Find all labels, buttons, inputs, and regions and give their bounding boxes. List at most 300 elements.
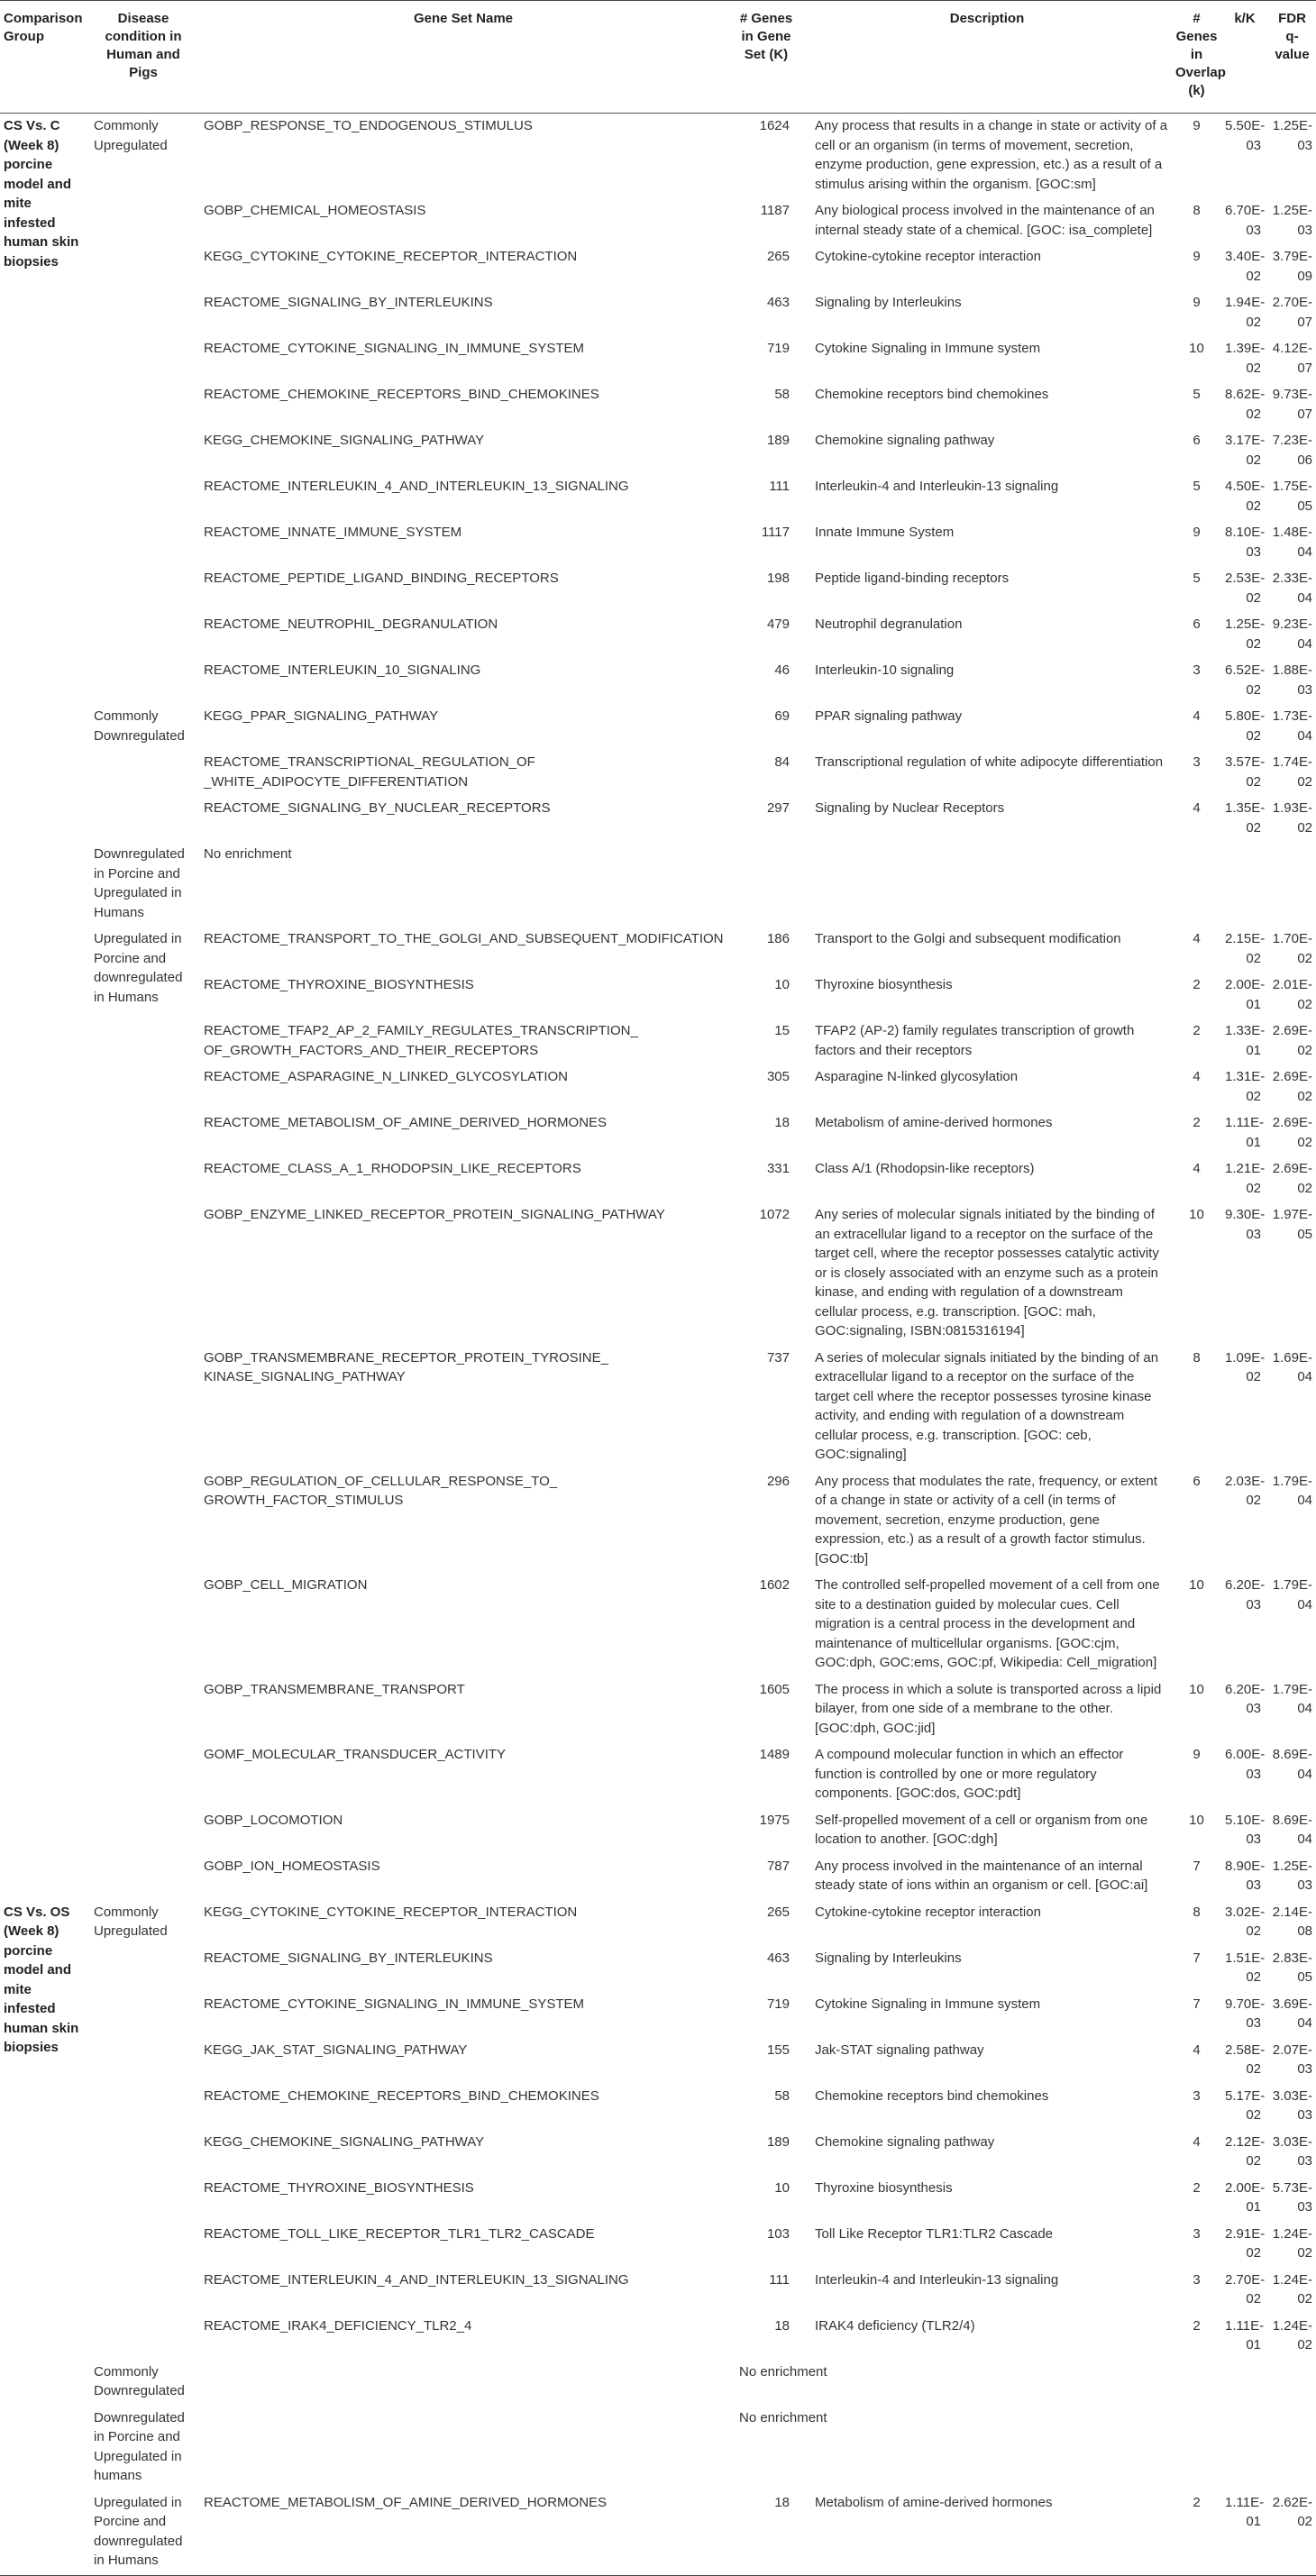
- description-cell: Transcriptional regulation of white adipocyte differentiation: [815, 754, 1164, 770]
- k-ratio-cell: 5.17E-02: [1225, 2087, 1266, 2123]
- genes-in-set-cell: 297: [766, 800, 790, 816]
- description-cell: Any process involved in the maintenance of an internal steady state of ions within an organism or cell. [GOC:ai]: [815, 1858, 1148, 1893]
- header-fdr: FDR q-value: [1268, 1, 1316, 114]
- genes-in-overlap-cell: 2: [1193, 1115, 1201, 1130]
- fdr-cell: 4.12E-07: [1272, 341, 1312, 376]
- genes-in-overlap-cell: 4: [1193, 931, 1201, 946]
- genes-in-set-cell: 58: [774, 387, 790, 402]
- description-cell: Peptide ligand-binding receptors: [815, 571, 1010, 586]
- fdr-cell: 2.69E-02: [1272, 1115, 1312, 1150]
- k-ratio-cell: 1.11E-01: [1221, 2490, 1268, 2576]
- header-genes-in-set: # Genes in Gene Set (K): [730, 1, 802, 114]
- genes-in-set-cell: 46: [774, 662, 790, 678]
- description-cell: Cytokine-cytokine receptor interaction: [815, 1904, 1041, 1920]
- description-cell: Any series of molecular signals initiated by the binding of an extracellular ligand to a receptor on the surface of the target cell, where the receptor possesses catalytic activity or is closely associated with an enzyme such as a protein kinase, and ending with regulation of a downstream cellular process, e.g. transcription. [GOC: mah, GOC:signaling, ISBN:0815316194]: [815, 1207, 1159, 1338]
- fdr-cell: 1.25E-03: [1272, 203, 1312, 238]
- fdr-cell: 2.07E-03: [1272, 2042, 1312, 2077]
- genes-in-set-cell: 1072: [759, 1207, 790, 1222]
- fdr-cell: 1.97E-05: [1272, 1207, 1312, 1242]
- table-row: [0, 520, 1316, 566]
- gene-set-name-cell: REACTOME_METABOLISM_OF_AMINE_DERIVED_HORMONES: [204, 1115, 608, 1130]
- gene-set-name-cell: GOBP_TRANSMEMBRANE_RECEPTOR_PROTEIN_TYROSINE_ KINASE_SIGNALING_PATHWAY: [204, 1349, 608, 1384]
- fdr-cell: 1.70E-02: [1272, 931, 1312, 966]
- table-header: [0, 1, 1316, 114]
- table-row: [0, 842, 1316, 927]
- comparison-group-cell: CS Vs. OS (Week 8) porcine model and mite infested human skin biopsies: [0, 1900, 90, 2576]
- k-ratio-cell: 1.11E-01: [1225, 2317, 1265, 2352]
- genes-in-set-cell: 265: [766, 249, 790, 264]
- description-cell: Signaling by Interleukins: [815, 295, 962, 310]
- gene-set-name-cell: REACTOME_CLASS_A_1_RHODOPSIN_LIKE_RECEPTORS: [204, 1161, 581, 1176]
- fdr-cell: 1.79E-04: [1272, 1681, 1312, 1716]
- genes-in-set-cell: 155: [766, 2042, 790, 2058]
- genes-in-overlap-cell: 2: [1193, 2317, 1201, 2334]
- table-row: [0, 428, 1316, 474]
- k-ratio-cell: 1.25E-02: [1225, 617, 1266, 652]
- k-ratio-cell: 8.10E-03: [1225, 525, 1266, 560]
- fdr-cell: 1.74E-02: [1272, 754, 1312, 790]
- disease-condition-cell: Upregulated in Porcine and downregulated in Humans: [94, 931, 183, 1005]
- fdr-cell: 2.69E-02: [1272, 1069, 1312, 1104]
- description-cell: Class A/1 (Rhodopsin-like receptors): [815, 1161, 1035, 1176]
- genes-in-set-cell: 719: [766, 341, 790, 356]
- fdr-cell: 1.93E-02: [1272, 800, 1312, 836]
- table-row: [0, 1064, 1316, 1110]
- genes-in-overlap-cell: 8: [1193, 1349, 1201, 1366]
- genes-in-overlap-cell: 3: [1193, 2225, 1201, 2242]
- fdr-cell: 3.03E-03: [1272, 2133, 1312, 2169]
- comparison-group-cell: CS Vs. C (Week 8) porcine model and mite infested human skin biopsies: [4, 118, 79, 269]
- gene-set-name-cell: GOBP_RESPONSE_TO_ENDOGENOUS_STIMULUS: [204, 118, 533, 133]
- genes-in-overlap-cell: 4: [1193, 1069, 1201, 1084]
- table-row: [0, 2038, 1316, 2084]
- fdr-cell: 2.70E-07: [1272, 295, 1312, 330]
- description-cell: The controlled self-propelled movement of a cell from one site to a destination guided by molecular cues. Cell migration is a central process in the development and maintenance of multicellular organisms. [GOC:cjm, GOC:dph, GOC:ems, GOC:pf, Wikipedia: Cell_migration]: [815, 1577, 1160, 1670]
- table-row: [0, 336, 1316, 382]
- genes-in-set-cell: 189: [766, 433, 790, 448]
- k-ratio-cell: 6.20E-03: [1225, 1681, 1266, 1716]
- genes-in-set-cell: 186: [766, 931, 790, 946]
- fdr-cell: 2.69E-02: [1272, 1023, 1312, 1058]
- description-cell: TFAP2 (AP-2) family regulates transcription of growth factors and their receptors: [815, 1023, 1135, 1058]
- genes-in-overlap-cell: 6: [1193, 433, 1201, 448]
- table-row: [0, 704, 1316, 750]
- description-cell: PPAR signaling pathway: [815, 708, 963, 724]
- k-ratio-cell: 2.15E-02: [1225, 931, 1266, 966]
- genes-in-set-cell: 787: [766, 1858, 790, 1874]
- genes-in-set-cell: 1605: [759, 1681, 790, 1697]
- table-row: [0, 1742, 1316, 1808]
- genes-in-set-cell: 18: [730, 2490, 802, 2576]
- table-row: [0, 2360, 1316, 2406]
- k-ratio-cell: 9.70E-03: [1225, 1996, 1266, 2031]
- k-ratio-cell: 2.91E-02: [1225, 2225, 1266, 2261]
- description-cell: Self-propelled movement of a cell or organism from one location to another. [GOC:dgh]: [815, 1812, 1148, 1847]
- table-row: [0, 290, 1316, 336]
- genes-in-overlap-cell: 2: [1193, 1023, 1201, 1038]
- k-ratio-cell: 2.03E-02: [1225, 1473, 1266, 1508]
- table-row: [0, 114, 1316, 199]
- table-row: [0, 2314, 1316, 2360]
- description-cell: Chemokine signaling pathway: [815, 433, 995, 448]
- genes-in-set-cell: 331: [766, 1161, 790, 1176]
- table-row: [0, 2176, 1316, 2222]
- description-cell: Chemokine signaling pathway: [815, 2133, 995, 2150]
- fdr-cell: 2.69E-02: [1272, 1161, 1312, 1196]
- gene-set-name-cell: REACTOME_SIGNALING_BY_INTERLEUKINS: [204, 1950, 493, 1966]
- k-ratio-cell: 5.10E-03: [1225, 1812, 1266, 1847]
- fdr-cell: 1.69E-04: [1272, 1349, 1312, 1384]
- disease-condition-cell: Commonly Upregulated: [94, 118, 168, 153]
- header-row: [0, 1, 1316, 114]
- gene-set-name-cell: REACTOME_NEUTROPHIL_DEGRANULATION: [204, 617, 498, 632]
- no-enrichment-cell: No enrichment: [204, 846, 292, 862]
- fdr-cell: 9.73E-07: [1272, 387, 1312, 422]
- k-ratio-cell: 6.52E-02: [1225, 662, 1266, 698]
- gene-set-name-cell: REACTOME_CYTOKINE_SIGNALING_IN_IMMUNE_SYSTEM: [204, 1996, 585, 2012]
- table-row: [0, 658, 1316, 704]
- genes-in-overlap-cell: 3: [1193, 2087, 1201, 2104]
- genes-in-set-cell: 737: [766, 1349, 790, 1366]
- genes-in-set-cell: 1602: [759, 1577, 790, 1593]
- empty-cell: [196, 2406, 730, 2490]
- k-ratio-cell: 5.50E-03: [1225, 118, 1266, 153]
- table-row: [0, 2490, 1316, 2576]
- table-row: [0, 750, 1316, 796]
- table-row: [0, 1019, 1316, 1064]
- fdr-cell: 2.33E-04: [1272, 571, 1312, 606]
- table-row: [0, 1469, 1316, 1574]
- genes-in-set-cell: 103: [766, 2225, 790, 2242]
- gene-set-name-cell: KEGG_CHEMOKINE_SIGNALING_PATHWAY: [204, 2133, 485, 2150]
- fdr-cell: 8.69E-04: [1272, 1747, 1312, 1782]
- header-genes-in-overlap: # Genes in Overlap (k): [1172, 1, 1221, 114]
- genes-in-set-cell: 1489: [759, 1747, 790, 1762]
- k-ratio-cell: 4.50E-02: [1225, 479, 1266, 514]
- genes-in-set-cell: 1975: [759, 1812, 790, 1828]
- gene-set-name-cell: KEGG_CYTOKINE_CYTOKINE_RECEPTOR_INTERACTION: [204, 249, 578, 264]
- description-cell: Toll Like Receptor TLR1:TLR2 Cascade: [815, 2225, 1054, 2242]
- genes-in-overlap-cell: 7: [1193, 1858, 1201, 1874]
- description-cell: Chemokine receptors bind chemokines: [815, 387, 1049, 402]
- description-cell: Innate Immune System: [815, 525, 955, 540]
- gene-set-name-cell: REACTOME_THYROXINE_BIOSYNTHESIS: [204, 977, 474, 992]
- fdr-cell: 1.24E-02: [1272, 2271, 1312, 2307]
- genes-in-set-cell: 189: [766, 2133, 790, 2150]
- genes-in-set-cell: 1624: [759, 118, 790, 133]
- genes-in-set-cell: 1187: [760, 203, 790, 218]
- genes-in-set-cell: 69: [774, 708, 790, 724]
- genes-in-overlap-cell: 9: [1193, 118, 1201, 133]
- gene-set-name-cell: REACTOME_TRANSPORT_TO_THE_GOLGI_AND_SUBSEQUENT_MODIFICATION: [204, 931, 724, 946]
- genes-in-set-cell: 463: [766, 295, 790, 310]
- description-cell: Thyroxine biosynthesis: [815, 977, 953, 992]
- genes-in-overlap-cell: 6: [1193, 617, 1201, 632]
- fdr-cell: 1.24E-02: [1272, 2317, 1312, 2352]
- genes-in-overlap-cell: 10: [1189, 341, 1204, 356]
- k-ratio-cell: 8.90E-03: [1225, 1858, 1266, 1893]
- fdr-cell: 2.62E-02: [1268, 2490, 1316, 2576]
- genes-in-overlap-cell: 9: [1193, 525, 1201, 540]
- fdr-cell: 1.79E-04: [1272, 1473, 1312, 1508]
- table-body: [0, 114, 1316, 2576]
- genes-in-set-cell: 463: [766, 1950, 790, 1966]
- k-ratio-cell: 2.70E-02: [1225, 2271, 1266, 2307]
- description-cell: Any process that results in a change in state or activity of a cell or an organism (in terms of movement, secretion, enzyme production, gene expression, etc.) as a result of a stimulus arising within the organism. [GOC:sm]: [815, 118, 1168, 192]
- table-row: [0, 1346, 1316, 1469]
- k-ratio-cell: 1.94E-02: [1225, 295, 1266, 330]
- genes-in-set-cell: 18: [774, 1115, 790, 1130]
- header-description: Description: [802, 1, 1172, 114]
- genes-in-set-cell: 719: [766, 1996, 790, 2012]
- k-ratio-cell: 2.12E-02: [1225, 2133, 1266, 2169]
- description-cell: Interleukin-4 and Interleukin-13 signaling: [815, 479, 1059, 494]
- fdr-cell: 5.73E-03: [1272, 2179, 1312, 2215]
- fdr-cell: 1.75E-05: [1272, 479, 1312, 514]
- disease-condition-cell: Commonly Downregulated: [94, 708, 185, 744]
- gene-set-name-cell: REACTOME_THYROXINE_BIOSYNTHESIS: [204, 2179, 474, 2196]
- gene-set-name-cell: REACTOME_TFAP2_AP_2_FAMILY_REGULATES_TRANSCRIPTION_ OF_GROWTH_FACTORS_AND_THEIR_RECEPTORS: [204, 1023, 638, 1058]
- genes-in-overlap-cell: 6: [1193, 1473, 1201, 1489]
- gene-set-name-cell: GOBP_ENZYME_LINKED_RECEPTOR_PROTEIN_SIGNALING_PATHWAY: [204, 1207, 665, 1222]
- genes-in-set-cell: 265: [766, 1904, 790, 1920]
- table-row: [0, 244, 1316, 290]
- genes-in-overlap-cell: 4: [1193, 708, 1201, 724]
- table-row: [0, 382, 1316, 428]
- gene-set-name-cell: REACTOME_PEPTIDE_LIGAND_BINDING_RECEPTORS: [204, 571, 559, 586]
- disease-condition-cell: Downregulated in Porcine and Upregulated in Humans: [94, 846, 185, 920]
- gene-set-name-cell: GOMF_MOLECULAR_TRANSDUCER_ACTIVITY: [204, 1747, 507, 1762]
- k-ratio-cell: 1.21E-02: [1225, 1161, 1266, 1196]
- table-row: [0, 1677, 1316, 1743]
- genes-in-set-cell: 10: [774, 2179, 790, 2196]
- genes-in-set-cell: 111: [769, 479, 790, 494]
- genes-in-set-cell: 305: [766, 1069, 790, 1084]
- genes-in-overlap-cell: 4: [1193, 1161, 1201, 1176]
- genes-in-overlap-cell: 4: [1193, 800, 1201, 816]
- fdr-cell: 1.73E-04: [1272, 708, 1312, 744]
- description-cell: Interleukin-10 signaling: [815, 662, 955, 678]
- genes-in-set-cell: 15: [774, 1023, 790, 1038]
- gene-set-name-cell: REACTOME_METABOLISM_OF_AMINE_DERIVED_HORMONES: [196, 2490, 730, 2576]
- gene-set-name-cell: GOBP_TRANSMEMBRANE_TRANSPORT: [204, 1681, 465, 1697]
- gene-set-name-cell: KEGG_CHEMOKINE_SIGNALING_PATHWAY: [204, 433, 485, 448]
- genes-in-overlap-cell: 9: [1193, 249, 1201, 264]
- fdr-cell: 3.79E-09: [1272, 249, 1312, 284]
- genes-in-overlap-cell: 9: [1193, 1747, 1201, 1762]
- genes-in-overlap-cell: 9: [1193, 295, 1201, 310]
- description-cell: IRAK4 deficiency (TLR2/4): [815, 2317, 975, 2334]
- k-ratio-cell: 6.00E-03: [1225, 1747, 1266, 1782]
- genes-in-overlap-cell: 2: [1172, 2490, 1221, 2576]
- description-cell: Any biological process involved in the maintenance of an internal steady state of a chemical. [GOC: isa_complete]: [815, 203, 1155, 238]
- fdr-cell: 2.14E-08: [1272, 1904, 1312, 1939]
- description-cell: Signaling by Nuclear Receptors: [815, 800, 1005, 816]
- description-cell: Jak-STAT signaling pathway: [815, 2042, 984, 2058]
- genes-in-overlap-cell: 7: [1193, 1996, 1201, 2012]
- fdr-cell: 2.01E-02: [1272, 977, 1312, 1012]
- table-row: [0, 1808, 1316, 1854]
- fdr-cell: 1.88E-03: [1272, 662, 1312, 698]
- table-row: [0, 2084, 1316, 2130]
- gene-set-name-cell: REACTOME_SIGNALING_BY_NUCLEAR_RECEPTORS: [204, 800, 551, 816]
- genes-in-overlap-cell: 8: [1193, 203, 1201, 218]
- gene-set-name-cell: REACTOME_SIGNALING_BY_INTERLEUKINS: [204, 295, 493, 310]
- fdr-cell: 1.24E-02: [1272, 2225, 1312, 2261]
- k-ratio-cell: 1.51E-02: [1225, 1950, 1266, 1985]
- description-cell: Asparagine N-linked glycosylation: [815, 1069, 1019, 1084]
- description-cell: Signaling by Interleukins: [815, 1950, 962, 1966]
- gene-set-name-cell: KEGG_JAK_STAT_SIGNALING_PATHWAY: [204, 2042, 468, 2058]
- genes-in-overlap-cell: 5: [1193, 571, 1201, 586]
- table-row: [0, 198, 1316, 244]
- gene-set-name-cell: GOBP_ION_HOMEOSTASIS: [204, 1858, 380, 1874]
- gene-set-name-cell: REACTOME_INNATE_IMMUNE_SYSTEM: [204, 525, 462, 540]
- k-ratio-cell: 5.80E-02: [1225, 708, 1266, 744]
- description-cell: Any process that modulates the rate, frequency, or extent of a change in state or activity of a cell (in terms of movement, secretion, enzyme production, gene expression, etc.) as a result of a growth factor stimulus. [GOC:tb]: [815, 1473, 1157, 1567]
- genes-in-overlap-cell: 8: [1193, 1904, 1201, 1920]
- table-row: [0, 2406, 1316, 2490]
- gene-set-name-cell: REACTOME_INTERLEUKIN_4_AND_INTERLEUKIN_13_SIGNALING: [204, 2271, 629, 2288]
- table-row: [0, 1573, 1316, 1677]
- genes-in-set-cell: 479: [766, 617, 790, 632]
- fdr-cell: 1.25E-03: [1272, 1858, 1312, 1893]
- genes-in-overlap-cell: 10: [1189, 1207, 1204, 1222]
- table-row: [0, 1156, 1316, 1202]
- gene-set-name-cell: KEGG_PPAR_SIGNALING_PATHWAY: [204, 708, 439, 724]
- disease-condition-cell: Upregulated in Porcine and downregulated in Humans: [90, 2490, 196, 2576]
- description-cell: Metabolism of amine-derived hormones: [815, 1115, 1053, 1130]
- table-row: [0, 2268, 1316, 2314]
- table-row: [0, 796, 1316, 842]
- table-row: [0, 2130, 1316, 2176]
- table-row: [0, 1900, 1316, 1946]
- k-ratio-cell: 3.40E-02: [1225, 249, 1266, 284]
- header-disease-condition: Disease condition in Human and Pigs: [90, 1, 196, 114]
- k-ratio-cell: 1.35E-02: [1225, 800, 1266, 836]
- k-ratio-cell: 3.57E-02: [1225, 754, 1266, 790]
- k-ratio-cell: 6.70E-03: [1225, 203, 1266, 238]
- genes-in-overlap-cell: 10: [1189, 1577, 1204, 1593]
- k-ratio-cell: 1.11E-01: [1225, 1115, 1265, 1150]
- genes-in-set-cell: 1117: [761, 525, 790, 540]
- fdr-cell: 9.23E-04: [1272, 617, 1312, 652]
- fdr-cell: 1.48E-04: [1272, 525, 1312, 560]
- gene-set-name-cell: REACTOME_CHEMOKINE_RECEPTORS_BIND_CHEMOKINES: [204, 387, 599, 402]
- k-ratio-cell: 2.00E-01: [1225, 2179, 1266, 2215]
- gene-set-name-cell: REACTOME_ASPARAGINE_N_LINKED_GLYCOSYLATION: [204, 1069, 569, 1084]
- description-cell: Cytokine Signaling in Immune system: [815, 341, 1041, 356]
- fdr-cell: 7.23E-06: [1272, 433, 1312, 468]
- k-ratio-cell: 8.62E-02: [1225, 387, 1266, 422]
- no-enrichment-cell: No enrichment: [739, 2363, 827, 2380]
- header-gene-set-name: Gene Set Name: [196, 1, 730, 114]
- description-cell: Cytokine Signaling in Immune system: [815, 1996, 1041, 2012]
- description-cell: The process in which a solute is transported across a lipid bilayer, from one side of a membrane to the other. [GOC:dph, GOC:jid]: [815, 1681, 1162, 1736]
- genes-in-overlap-cell: 2: [1193, 2179, 1201, 2196]
- gene-set-name-cell: GOBP_CHEMICAL_HOMEOSTASIS: [204, 203, 426, 218]
- genes-in-set-cell: 18: [774, 2317, 790, 2334]
- k-ratio-cell: 3.17E-02: [1225, 433, 1266, 468]
- header-k-ratio: k/K: [1221, 1, 1268, 114]
- gene-set-name-cell: REACTOME_TRANSCRIPTIONAL_REGULATION_OF _WHITE_ADIPOCYTE_DIFFERENTIATION: [204, 754, 535, 790]
- k-ratio-cell: 1.31E-02: [1225, 1069, 1266, 1104]
- table-row: [0, 1946, 1316, 1992]
- genes-in-overlap-cell: 4: [1193, 2042, 1201, 2058]
- k-ratio-cell: 6.20E-03: [1225, 1577, 1266, 1612]
- no-enrichment-cell: No enrichment: [739, 2409, 827, 2425]
- gene-set-name-cell: REACTOME_IRAK4_DEFICIENCY_TLR2_4: [204, 2317, 472, 2334]
- description-cell: Transport to the Golgi and subsequent modification: [815, 931, 1121, 946]
- table-row: [0, 927, 1316, 973]
- genes-in-set-cell: 111: [769, 2271, 790, 2288]
- gene-set-name-cell: GOBP_REGULATION_OF_CELLULAR_RESPONSE_TO_ GROWTH_FACTOR_STIMULUS: [204, 1473, 558, 1508]
- gene-set-name-cell: GOBP_LOCOMOTION: [204, 1812, 343, 1828]
- genes-in-overlap-cell: 3: [1193, 662, 1201, 678]
- table-row: [0, 612, 1316, 658]
- gene-set-name-cell: REACTOME_INTERLEUKIN_4_AND_INTERLEUKIN_13_SIGNALING: [204, 479, 629, 494]
- genes-in-set-cell: 198: [766, 571, 790, 586]
- genes-in-overlap-cell: 10: [1189, 1681, 1204, 1697]
- fdr-cell: 8.69E-04: [1272, 1812, 1312, 1847]
- genes-in-overlap-cell: 5: [1193, 387, 1201, 402]
- disease-condition-cell: Commonly Upregulated: [94, 1904, 168, 1939]
- k-ratio-cell: 1.39E-02: [1225, 341, 1266, 376]
- genes-in-overlap-cell: 4: [1193, 2133, 1201, 2150]
- genes-in-overlap-cell: 5: [1193, 479, 1201, 494]
- gene-set-name-cell: REACTOME_INTERLEUKIN_10_SIGNALING: [204, 662, 481, 678]
- genes-in-set-cell: 84: [774, 754, 790, 770]
- genes-in-overlap-cell: 3: [1193, 2271, 1201, 2288]
- empty-cell: [196, 2360, 730, 2406]
- table-row: [0, 1110, 1316, 1156]
- gene-set-name-cell: REACTOME_CHEMOKINE_RECEPTORS_BIND_CHEMOKINES: [204, 2087, 599, 2104]
- genes-in-set-cell: 58: [774, 2087, 790, 2104]
- genes-in-overlap-cell: 3: [1193, 754, 1201, 770]
- table-row: [0, 474, 1316, 520]
- description-cell: Thyroxine biosynthesis: [815, 2179, 953, 2196]
- k-ratio-cell: 3.02E-02: [1225, 1904, 1266, 1939]
- table-row: [0, 566, 1316, 612]
- disease-condition-cell: Downregulated in Porcine and Upregulated in humans: [94, 2409, 185, 2483]
- header-comparison-group: Comparison Group: [0, 1, 90, 114]
- fdr-cell: 3.03E-03: [1272, 2087, 1312, 2123]
- k-ratio-cell: 1.09E-02: [1225, 1349, 1266, 1384]
- description-cell: A series of molecular signals initiated by the binding of an extracellular ligand to a receptor on the surface of the target cell where the receptor possesses tyrosine kinase activity, and ending with regulation of a downstream cellular process, e.g. transcription. [GOC: ceb, GOC:signaling]: [815, 1349, 1159, 1462]
- description-cell: A compound molecular function in which an effector function is controlled by one or more regulatory components. [GOC:dos, GOC:pdt]: [815, 1747, 1124, 1801]
- k-ratio-cell: 1.33E-01: [1225, 1023, 1266, 1058]
- table-row: [0, 1854, 1316, 1900]
- k-ratio-cell: 2.53E-02: [1225, 571, 1266, 606]
- description-cell: Interleukin-4 and Interleukin-13 signaling: [815, 2271, 1059, 2288]
- gene-set-name-cell: REACTOME_CYTOKINE_SIGNALING_IN_IMMUNE_SYSTEM: [204, 341, 585, 356]
- description-cell: Neutrophil degranulation: [815, 617, 963, 632]
- description-cell: Cytokine-cytokine receptor interaction: [815, 249, 1041, 264]
- fdr-cell: 2.83E-05: [1272, 1950, 1312, 1985]
- genes-in-set-cell: 10: [774, 977, 790, 992]
- disease-condition-cell: Commonly Downregulated: [94, 2363, 185, 2398]
- genes-in-set-cell: 296: [766, 1473, 790, 1489]
- description-cell: Metabolism of amine-derived hormones: [802, 2490, 1172, 2576]
- fdr-cell: 1.25E-03: [1272, 118, 1312, 153]
- gene-set-name-cell: REACTOME_TOLL_LIKE_RECEPTOR_TLR1_TLR2_CASCADE: [204, 2225, 595, 2242]
- fdr-cell: 3.69E-04: [1272, 1996, 1312, 2031]
- k-ratio-cell: 2.00E-01: [1225, 977, 1266, 1012]
- table-row: [0, 1992, 1316, 2038]
- genes-in-overlap-cell: 10: [1189, 1812, 1204, 1828]
- table-row: [0, 2222, 1316, 2268]
- table-row: [0, 1202, 1316, 1346]
